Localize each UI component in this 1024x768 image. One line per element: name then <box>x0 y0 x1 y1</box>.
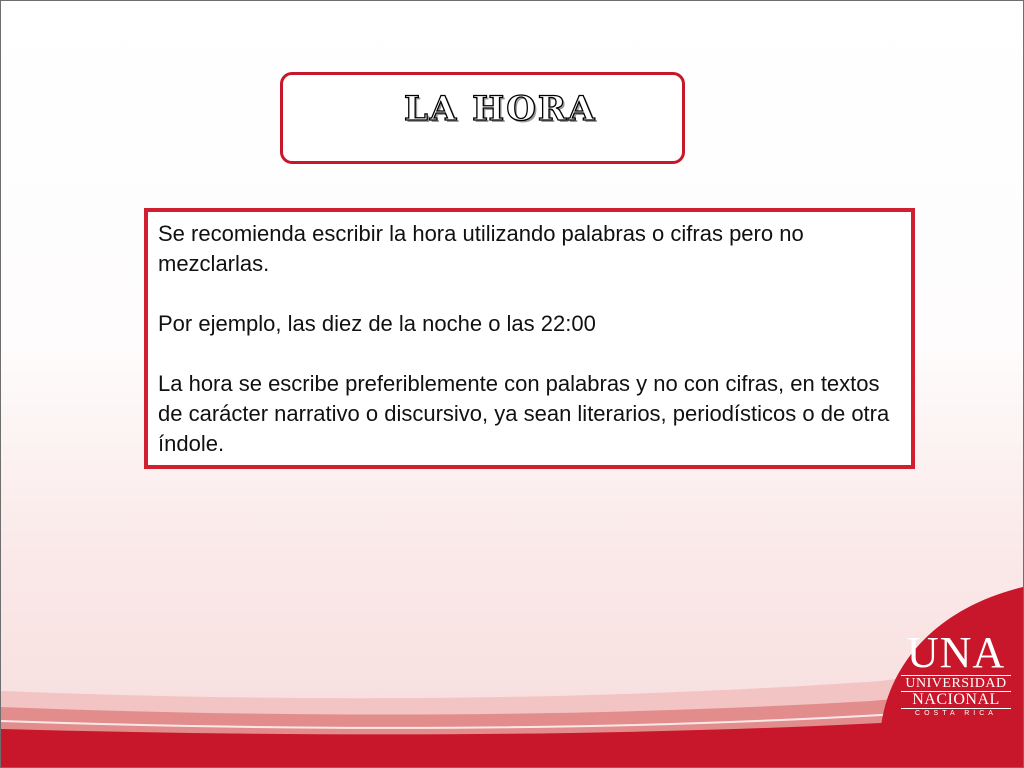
logo-nacional: NACIONAL <box>901 691 1011 708</box>
logo-universidad: UNIVERSIDAD <box>901 675 1011 691</box>
logo-name: UNA <box>906 628 1006 677</box>
paragraph-recommendation: Se recomienda escribir la hora utilizando palabras o cifras pero no mezclarlas. <box>158 221 804 276</box>
paragraph-example: Por ejemplo, las diez de la noche o las 22:00 <box>158 311 596 336</box>
content-box <box>144 208 915 469</box>
slide-title: LA HORA <box>404 89 597 129</box>
title-box <box>280 72 685 164</box>
logo-country: COSTA RICA <box>901 708 1011 719</box>
paragraph-usage: La hora se escribe preferiblemente con palabras y no con cifras, en textos de carácter narrativo o discursivo, ya sean literarios, periodísticos o de otra índole. <box>158 371 890 456</box>
una-logo <box>901 628 1011 719</box>
